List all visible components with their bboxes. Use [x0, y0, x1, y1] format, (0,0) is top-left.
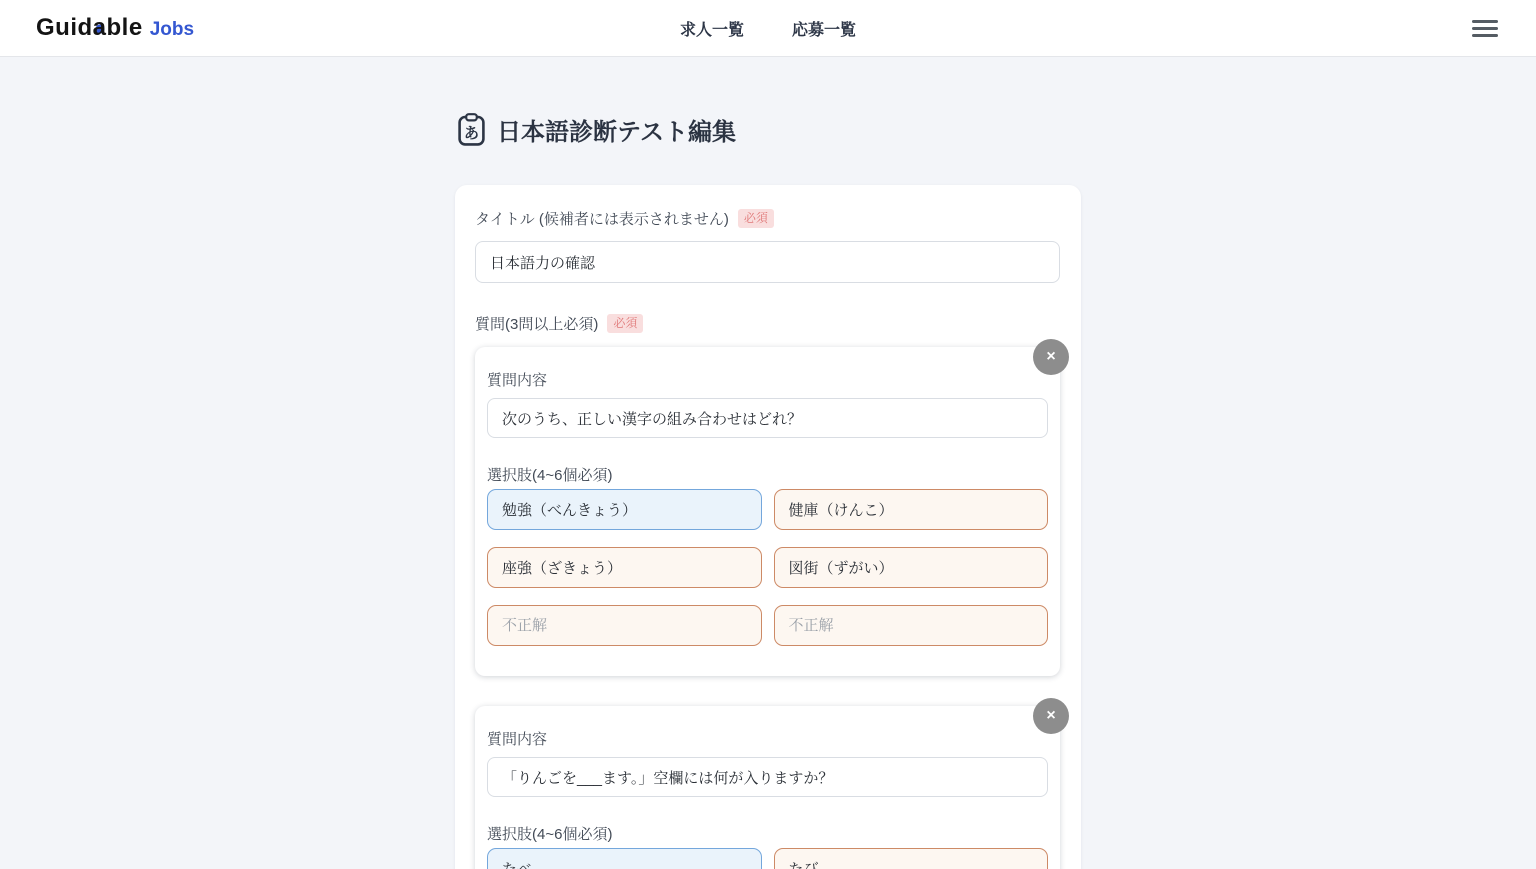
question-1-content-input[interactable]: [487, 398, 1048, 438]
svg-text:あ: あ: [463, 125, 480, 142]
nav-item-application-list[interactable]: 応募一覧: [792, 21, 857, 39]
logo-text: Guidable: [36, 14, 143, 41]
question-1-choice-4-input[interactable]: [774, 547, 1049, 588]
choices-label: 選択肢(4~6個必須): [487, 467, 613, 484]
nav-item-job-list[interactable]: 求人一覧: [679, 21, 744, 39]
question-card-2: [475, 706, 1060, 869]
question-2-content-input[interactable]: [487, 757, 1048, 797]
page-title-row: [455, 112, 1081, 147]
hamburger-menu-icon[interactable]: [1470, 16, 1500, 41]
guidable-jobs-logo[interactable]: [36, 14, 194, 42]
question-card-1: [475, 347, 1060, 676]
remove-question-2-button[interactable]: ×: [1033, 698, 1069, 734]
page-title: 日本語診断テスト編集: [497, 119, 737, 146]
question-2-choice-1-correct-input[interactable]: [487, 848, 762, 869]
remove-question-1-button[interactable]: ×: [1033, 339, 1069, 375]
question-1-choice-5-input[interactable]: [487, 605, 762, 646]
title-field-label: タイトル (候補者には表示されません) 必須: [475, 208, 1060, 229]
header: [0, 0, 1536, 57]
question-2-choice-2-input[interactable]: [774, 848, 1049, 869]
test-edit-card: [455, 185, 1081, 869]
required-badge: 必須: [607, 314, 643, 332]
question-1-choice-6-input[interactable]: [774, 605, 1049, 646]
choices-label: 選択肢(4~6個必須): [487, 826, 613, 843]
test-title-input[interactable]: [475, 241, 1060, 283]
question-content-label: 質問内容: [487, 372, 548, 389]
main-content: [455, 57, 1081, 869]
required-badge: 必須: [738, 209, 774, 227]
question-1-choice-2-input[interactable]: [774, 489, 1049, 530]
choices-grid: [487, 848, 1048, 869]
logo-jobs-label: Jobs: [149, 19, 195, 40]
logo-a-blue-dot: a: [92, 14, 107, 41]
header-nav: [680, 0, 856, 56]
questions-section-label: 質問(3問以上必須) 必須: [475, 313, 1060, 334]
choices-grid: [487, 489, 1048, 646]
question-1-choice-1-correct-input[interactable]: [487, 489, 762, 530]
question-1-choice-3-input[interactable]: [487, 547, 762, 588]
clipboard-hiragana-icon: [458, 113, 485, 146]
question-content-label: 質問内容: [487, 731, 548, 748]
